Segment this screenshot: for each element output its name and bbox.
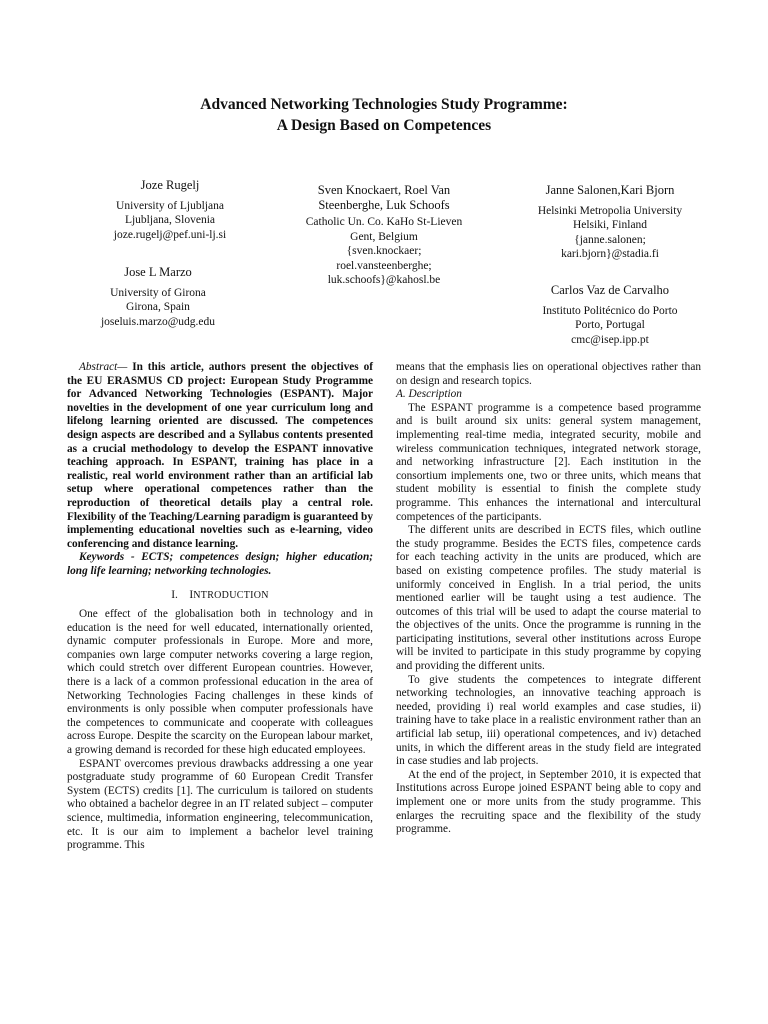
author-email: roel.vansteenberghe; — [336, 259, 432, 272]
paragraph: One effect of the globalisation both in technology and in education is the need for well educated, internationally oriented, dynamic computer professionals in Europe. More and more, companies own large computer networks covering a large region, which could stretch over different European countries. However, there is a lack of a common professional education in the area of Networking Technologies Facing challenges in these kinds of environments is only possible when computer professionals have the competences to communicate and cooperate with colleagues across Europe. Despite the scarcity on the European labour market, a growing demand is recorded for these high educated employees. — [67, 608, 373, 757]
paragraph: To give students the competences to integrate different networking technologies, an innovative teaching approach is needed, providing i) real world examples and case studies, ii) training have to take place in a realistic environment rather than an artificial lab setup, iii) operational competences, and iv) detached units, in which the different areas in the study field are integrated in case studies and lab projects. — [396, 673, 701, 768]
author-name: Sven Knockaert, Roel Van — [317, 183, 451, 197]
author-name: Janne Salonen,Kari Bjorn — [545, 183, 675, 197]
title-line-1: Advanced Networking Technologies Study Programme: — [200, 96, 568, 113]
author-email: {janne.salonen; — [574, 233, 646, 246]
author-affiliation: Helsinki Metropolia University — [537, 204, 683, 217]
author-email: cmc@isep.ipp.pt — [571, 333, 649, 346]
author-email: {sven.knockaer; — [346, 245, 422, 257]
paragraph: The different units are described in ECTS files, which outline the study programme. Besides the ECTS files, competence cards for each teaching activity in the units are produced, which are based on existing competence profiles. The study material is uniformly conceived in English. In a trial period, the units mentioned earlier will be taught using a test audience. The outcomes of this trial will be used to adapt the course material to the objectives of the units. Once the programme is running in the participating institutions, several other institutions across Europe will be invited to participate in this study programme by copying and providing the different units. — [396, 524, 701, 673]
section-title-initial: I — [189, 588, 194, 601]
author-email: joze.rugelj@pef.uni-lj.si — [113, 228, 227, 241]
author-location: Helsiki, Finland — [572, 219, 648, 231]
author-email: luk.schoofs}@kahosl.be — [327, 274, 441, 286]
paragraph: ESPANT overcomes previous drawbacks addressing a one year postgraduate study programme of 60 European Credit Transfer System (ECTS) credits [1]. The curriculum is tailored on students who obtained a bachelor degree in an IT related subject – computer science, multimedia, information engineering, telecommunication, etc. It is our aim to implement a bachelor level training programme. This — [67, 757, 373, 852]
paper-title — [0, 94, 768, 136]
author-email: kari.bjorn}@stadia.fi — [561, 248, 659, 260]
author-name: Jose L Marzo — [124, 265, 192, 279]
abstract — [67, 361, 373, 551]
left-column — [67, 361, 373, 853]
section-title-rest: NTRODUCTION — [193, 589, 269, 601]
paragraph: The ESPANT programme is a competence based programme and is built around six units: general system management, implementing real-time media, integrated security, mobile and wireless communication techniques, integrated network storage, and networking infrastructure [2]. Each institution in the consortium implements one, two or three units, which means that student mobility is essential to finish the complete study programme. This enhances the international and intercultural competences of the participants. — [396, 401, 701, 523]
author-name: Carlos Vaz de Carvalho — [550, 283, 670, 297]
abstract-label: Abstract— — [79, 361, 128, 373]
title-line-2: A Design Based on Competences — [276, 117, 492, 134]
section-number: I. — [171, 588, 178, 601]
author-affiliation: University of Girona — [110, 286, 206, 299]
paragraph: At the end of the project, in September 2010, it is expected that Institutions across Europe joined ESPANT being able to copy and implement one or more units from the study programme. This enlarges the recruiting space and the flexibility of the study programme. — [396, 768, 701, 836]
subsection-heading-description: A. Description — [396, 388, 462, 401]
author-location: Porto, Portugal — [575, 319, 645, 331]
keywords: Keywords - ECTS; competences design; higher education; long life learning; networking technologies. — [67, 551, 373, 577]
author-location: Girona, Spain — [126, 301, 190, 313]
author-affiliation: University of Ljubljana — [116, 199, 224, 212]
author-name: Steenberghe, Luk Schoofs — [318, 197, 450, 212]
section-heading-introduction — [67, 589, 373, 603]
author-location: Ljubljana, Slovenia — [124, 214, 216, 226]
right-column — [396, 361, 701, 837]
author-affiliation: Catholic Un. Co. KaHo St-Lieven — [305, 216, 463, 228]
author-block-marzo — [58, 265, 258, 329]
author-block-knockaert — [284, 183, 484, 288]
author-block-carvalho — [510, 283, 710, 347]
abstract-text: In this article, authors present the objectives of the EU ERASMUS CD project: European Study Programme for Advanced Networking Technologies (ESPANT). Major novelties in the development of one year curriculum long and lifelong learning oriented are discussed. The competences design aspects are described and a Syllabus contents presented as a crucial methodology to develop the ESPANT innovative teaching approach. In ESPANT, training has place in a realistic, real world environment rather than an artificial lab setup where operational competences rather than the reproduction of theoretical details play a central role. Flexibility of the Teaching/Learning paradigm is guaranteed by implementing educational novelties such as e-learning, video conferencing and distance learning. — [67, 361, 373, 550]
author-location: Gent, Belgium — [350, 230, 418, 243]
author-name: Joze Rugelj — [140, 178, 200, 192]
author-affiliation: Instituto Politécnico do Porto — [542, 304, 678, 317]
author-email: joseluis.marzo@udg.edu — [100, 315, 216, 328]
paragraph: means that the emphasis lies on operational objectives rather than on design and research topics. — [396, 361, 701, 387]
author-block-salonen — [510, 183, 710, 262]
author-block-rugelj — [70, 178, 270, 242]
